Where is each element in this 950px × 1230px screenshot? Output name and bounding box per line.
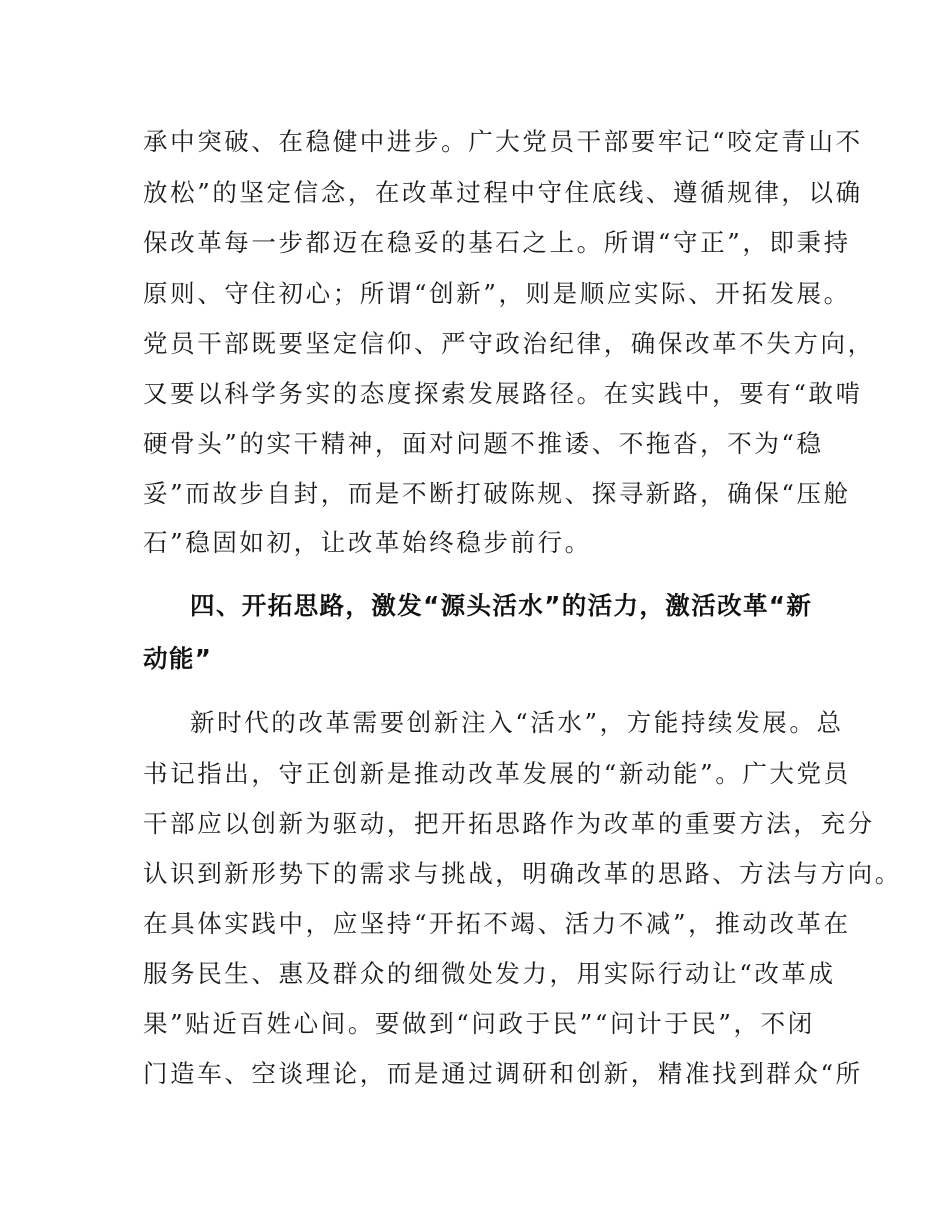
paragraph-1-line-2: 放松”的坚定信念，在改革过程中守住底线、遵循规律，以确 (143, 178, 863, 207)
paragraph-2-line-6: 服务民生、惠及群众的细微处发力，用实际行动让“改革成 (143, 959, 836, 988)
paragraph-1-line-3: 保改革每一步都迈在稳妥的基石之上。所谓“守正”，即秉持 (143, 228, 851, 257)
paragraph-2-line-4: 认识到新形势下的需求与挑战，明确改革的思路、方法与方向。 (143, 859, 902, 888)
paragraph-1-line-8: 妥”而故步自封，而是不断打破陈规、探寻新路，确保“压舱 (143, 479, 851, 508)
paragraph-2-line-8: 门造车、空谈理论，而是通过调研和创新，精准找到群众“所 (143, 1059, 863, 1088)
paragraph-2-line-3: 干部应以创新为驱动，把开拓思路作为改革的重要方法，充分 (143, 809, 875, 838)
paragraph-1-line-4: 原则、守住初心；所谓“创新”，则是顺应实际、开拓发展。 (143, 279, 851, 308)
paragraph-2-line-5: 在具体实践中，应坚持“开拓不竭、活力不减”，推动改革在 (143, 909, 851, 938)
paragraph-1-line-6: 又要以科学务实的态度探索发展路径。在实践中，要有“敢啃 (143, 379, 863, 408)
paragraph-2-line-1: 新时代的改革需要创新注入“活水”，方能持续发展。总 (190, 708, 844, 737)
paragraph-1-line-1: 承中突破、在稳健中进步。广大党员干部要牢记“咬定青山不 (143, 127, 863, 156)
section-heading-line-2: 动能” (143, 644, 213, 673)
section-heading-line-1: 四、开拓思路，激发“源头活水”的活力，激活改革“新 (190, 591, 813, 620)
paragraph-2-line-7: 果”贴近百姓心间。要做到“问政于民”“问计于民”，不闭 (143, 1009, 815, 1038)
paragraph-1-line-5: 党员干部既要坚定信仰、严守政治纪律，确保改革不失方向， (143, 329, 875, 358)
paragraph-1-line-9: 石”稳固如初，让改革始终稳步前行。 (143, 528, 592, 557)
paragraph-1-line-7: 硬骨头”的实干精神，面对问题不推诿、不拖沓，不为“稳 (143, 429, 824, 458)
paragraph-2-line-2: 书记指出，守正创新是推动改革发展的“新动能”。广大党员 (143, 759, 851, 788)
